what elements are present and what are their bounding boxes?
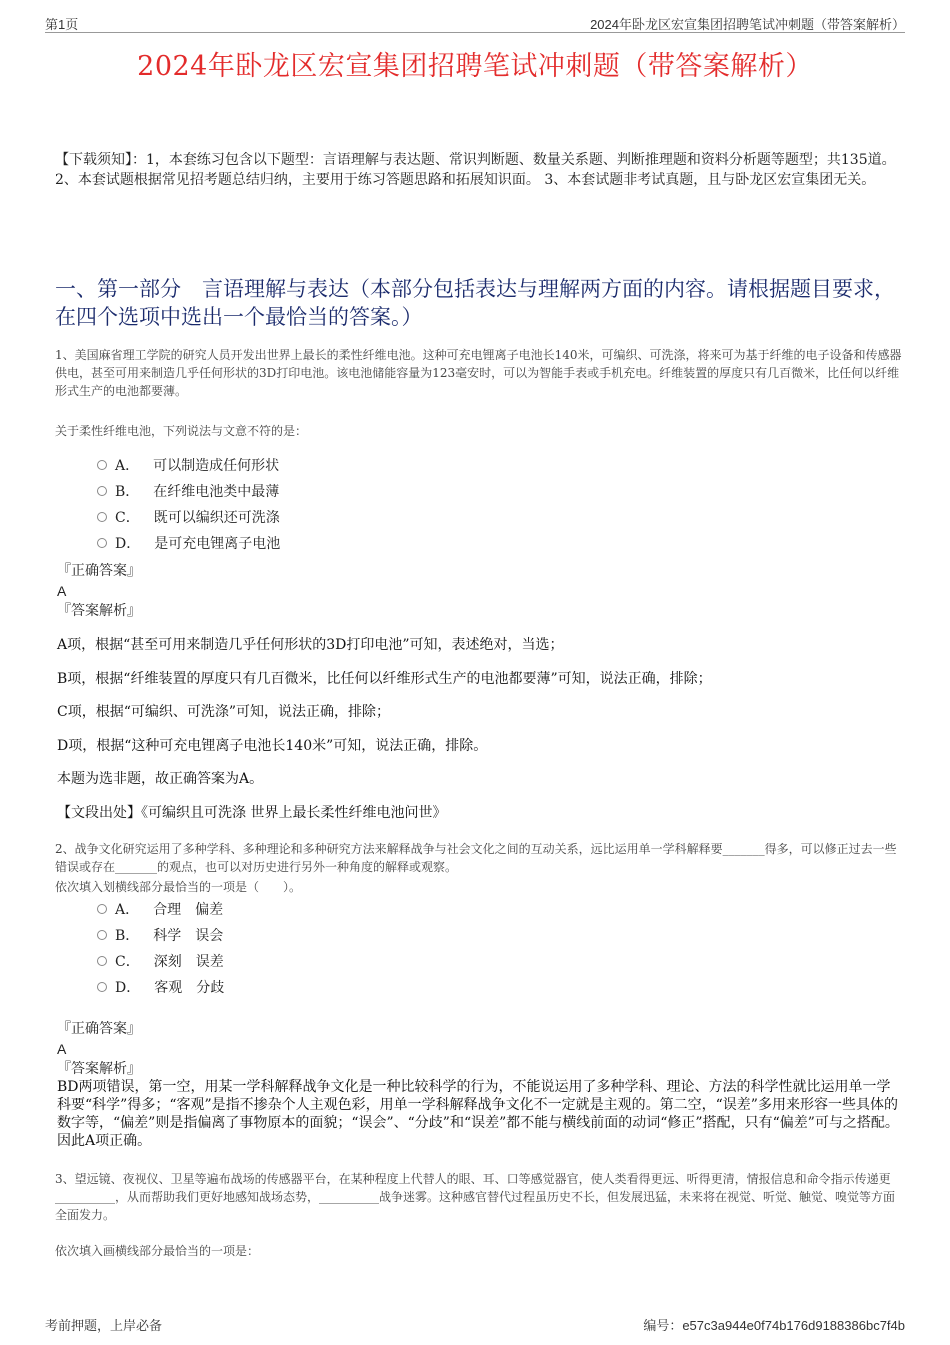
q1-answer-label: 『正确答案』 <box>57 563 141 579</box>
q2-blank-2: _______ <box>115 860 158 874</box>
q2-blank-1: _______ <box>722 842 765 856</box>
q2-analysis: BD两项错误，第一空，用某一学科解释战争文化是一种比较科学的行为，不能说运用了多种学科、理论、方法的科学性就比运用单一学科要“科学”得多；“客观”是指不掺杂个人主观色彩，用单一学科解释战争文化不一定就是主观的。第二空，“误差”多用来形容一些具体的数字等，“偏差”则是指偏离了事物原本的面貌；“误会”、“分歧”和“误差”都不能与横线前面的动词“修正”搭配，只有“偏差”可与之搭配。因此A项正确。 <box>57 1079 899 1149</box>
q1-analysis-a: A项，根据“甚至可用来制造几乎任何形状的3D打印电池”可知，表述绝对，当选； <box>57 637 564 653</box>
q2-option-a[interactable] <box>97 900 223 920</box>
radio-icon[interactable] <box>97 460 107 470</box>
q2-stem-part1: 2、战争文化研究运用了多种学科、多种理论和多种研究方法来解释战争与社会文化之间的互动关系，远比运用单一学科解释要 <box>55 842 723 856</box>
q1-conclusion: 本题为选非题，故正确答案为A。 <box>57 771 264 787</box>
option-letter: C． <box>115 954 140 970</box>
q2-answer-label: 『正确答案』 <box>57 1021 141 1037</box>
q2-stem-part2: 得多，可以修正过去一些错误或存在 <box>55 842 897 874</box>
option-text: 既可以编织还可洗涤 <box>153 510 280 526</box>
q1-option-c[interactable] <box>97 508 280 528</box>
option-letter: B． <box>115 484 140 500</box>
footer-serial: 编号：e57c3a944e0f74b176d9188386bc7f4b <box>643 1318 905 1333</box>
option-text: 科学 误会 <box>153 928 224 944</box>
header-doc-title: 2024年卧龙区宏宣集团招聘笔试冲刺题（带答案解析） <box>590 17 905 32</box>
option-text: 在纤维电池类中最薄 <box>153 484 280 500</box>
q2-answer: A <box>57 1041 67 1057</box>
option-letter: A． <box>115 902 140 918</box>
q1-answer: A <box>57 583 67 599</box>
radio-icon[interactable] <box>97 930 107 940</box>
option-letter: D． <box>115 536 141 552</box>
option-text: 是可充电锂离子电池 <box>154 536 281 552</box>
q3-question: 依次填入画横线部分最恰当的一项是： <box>55 1244 260 1258</box>
option-text: 合理 偏差 <box>153 902 224 918</box>
q3-stem-part1: 3、望远镜、夜视仪、卫星等遍布战场的传感器平台，在某种程度上代替人的眼、耳、口等感觉器官，使人类看得更远、听得更清，情报信息和命令指示传递更 <box>55 1172 891 1186</box>
q2-option-d[interactable] <box>97 978 224 998</box>
radio-icon[interactable] <box>97 538 107 548</box>
q1-option-b[interactable] <box>97 482 279 502</box>
q2-analysis-label: 『答案解析』 <box>57 1061 141 1077</box>
q3-stem <box>55 1170 905 1224</box>
q2-question: 依次填入划横线部分最恰当的一项是（ ）。 <box>55 880 302 894</box>
q3-blank-2: __________ <box>319 1190 380 1204</box>
q1-option-d[interactable] <box>97 534 280 554</box>
option-text: 可以制造成任何形状 <box>153 458 280 474</box>
radio-icon[interactable] <box>97 512 107 522</box>
radio-icon[interactable] <box>97 486 107 496</box>
q1-analysis-b: B项，根据“纤维装置的厚度只有几百微米，比任何以纤维形式生产的电池都要薄”可知，说法正确，排除； <box>57 671 712 687</box>
option-letter: A． <box>115 458 140 474</box>
radio-icon[interactable] <box>97 982 107 992</box>
q1-source: 【文段出处】《可编织且可洗涤 世界上最长柔性纤维电池问世》 <box>57 805 447 821</box>
q3-blank-1: __________ <box>55 1190 115 1204</box>
option-letter: B． <box>115 928 140 944</box>
q3-stem-part2: ，从而帮助我们更好地感知战场态势， <box>115 1190 320 1204</box>
q3-stem-part3: 战争迷雾。这种感官替代过程虽历史不长，但发展迅猛，未来将在视觉、听觉、触觉、嗅觉等方面全面发力。 <box>55 1190 896 1222</box>
q1-stem: 1、美国麻省理工学院的研究人员开发出世界上最长的柔性纤维电池。这种可充电锂离子电池长140米，可编织、可洗涤，将来可为基于纤维的电子设备和传感器供电，甚至可用来制造几乎任何形状的3D打印电池。该电池储能容量为123毫安时，可以为智能手表或手机充电。纤维装置的厚度只有几百微米，比任何以纤维形式生产的电池都要薄。 <box>55 348 902 398</box>
q2-stem-part3: 的观点，也可以对历史进行另外一种角度的解释或观察。 <box>157 860 458 874</box>
option-letter: C． <box>115 510 140 526</box>
header-divider <box>45 32 905 33</box>
footer-slogan: 考前押题，上岸必备 <box>45 1318 163 1333</box>
q1-analysis-label: 『答案解析』 <box>57 603 141 619</box>
q1-option-a[interactable] <box>97 456 279 476</box>
section-heading: 一、第一部分 言语理解与表达（本部分包括表达与理解两方面的内容。请根据题目要求，在四个选项中选出一个最恰当的答案。） <box>55 277 895 329</box>
document-title: 2024年卧龙区宏宣集团招聘笔试冲刺题（带答案解析） <box>137 51 813 82</box>
q2-stem <box>55 840 905 876</box>
radio-icon[interactable] <box>97 956 107 966</box>
option-text: 客观 分歧 <box>154 980 225 996</box>
download-notice: 【下载须知】：1，本套练习包含以下题型：言语理解与表达题、常识判断题、数量关系题、判断推理题和资料分析题等题型；共135道。 2、本套试题根据常见招考题总结归纳，主要用于练习答题思路和拓展知识面。 3、本套试题非考试真题，且与卧龙区宏宣集团无关。 <box>55 152 896 188</box>
option-text: 深刻 误差 <box>153 954 224 970</box>
radio-icon[interactable] <box>97 904 107 914</box>
q1-question: 关于柔性纤维电池，下列说法与文意不符的是： <box>55 424 308 438</box>
q2-option-b[interactable] <box>97 926 223 946</box>
page-number: 第1页 <box>45 17 79 32</box>
q2-option-c[interactable] <box>97 952 224 972</box>
q1-analysis-d: D项，根据“这种可充电锂离子电池长140米”可知，说法正确，排除。 <box>57 738 488 754</box>
option-letter: D． <box>115 980 141 996</box>
q1-analysis-c: C项，根据“可编织、可洗涤”可知，说法正确，排除； <box>57 704 391 720</box>
